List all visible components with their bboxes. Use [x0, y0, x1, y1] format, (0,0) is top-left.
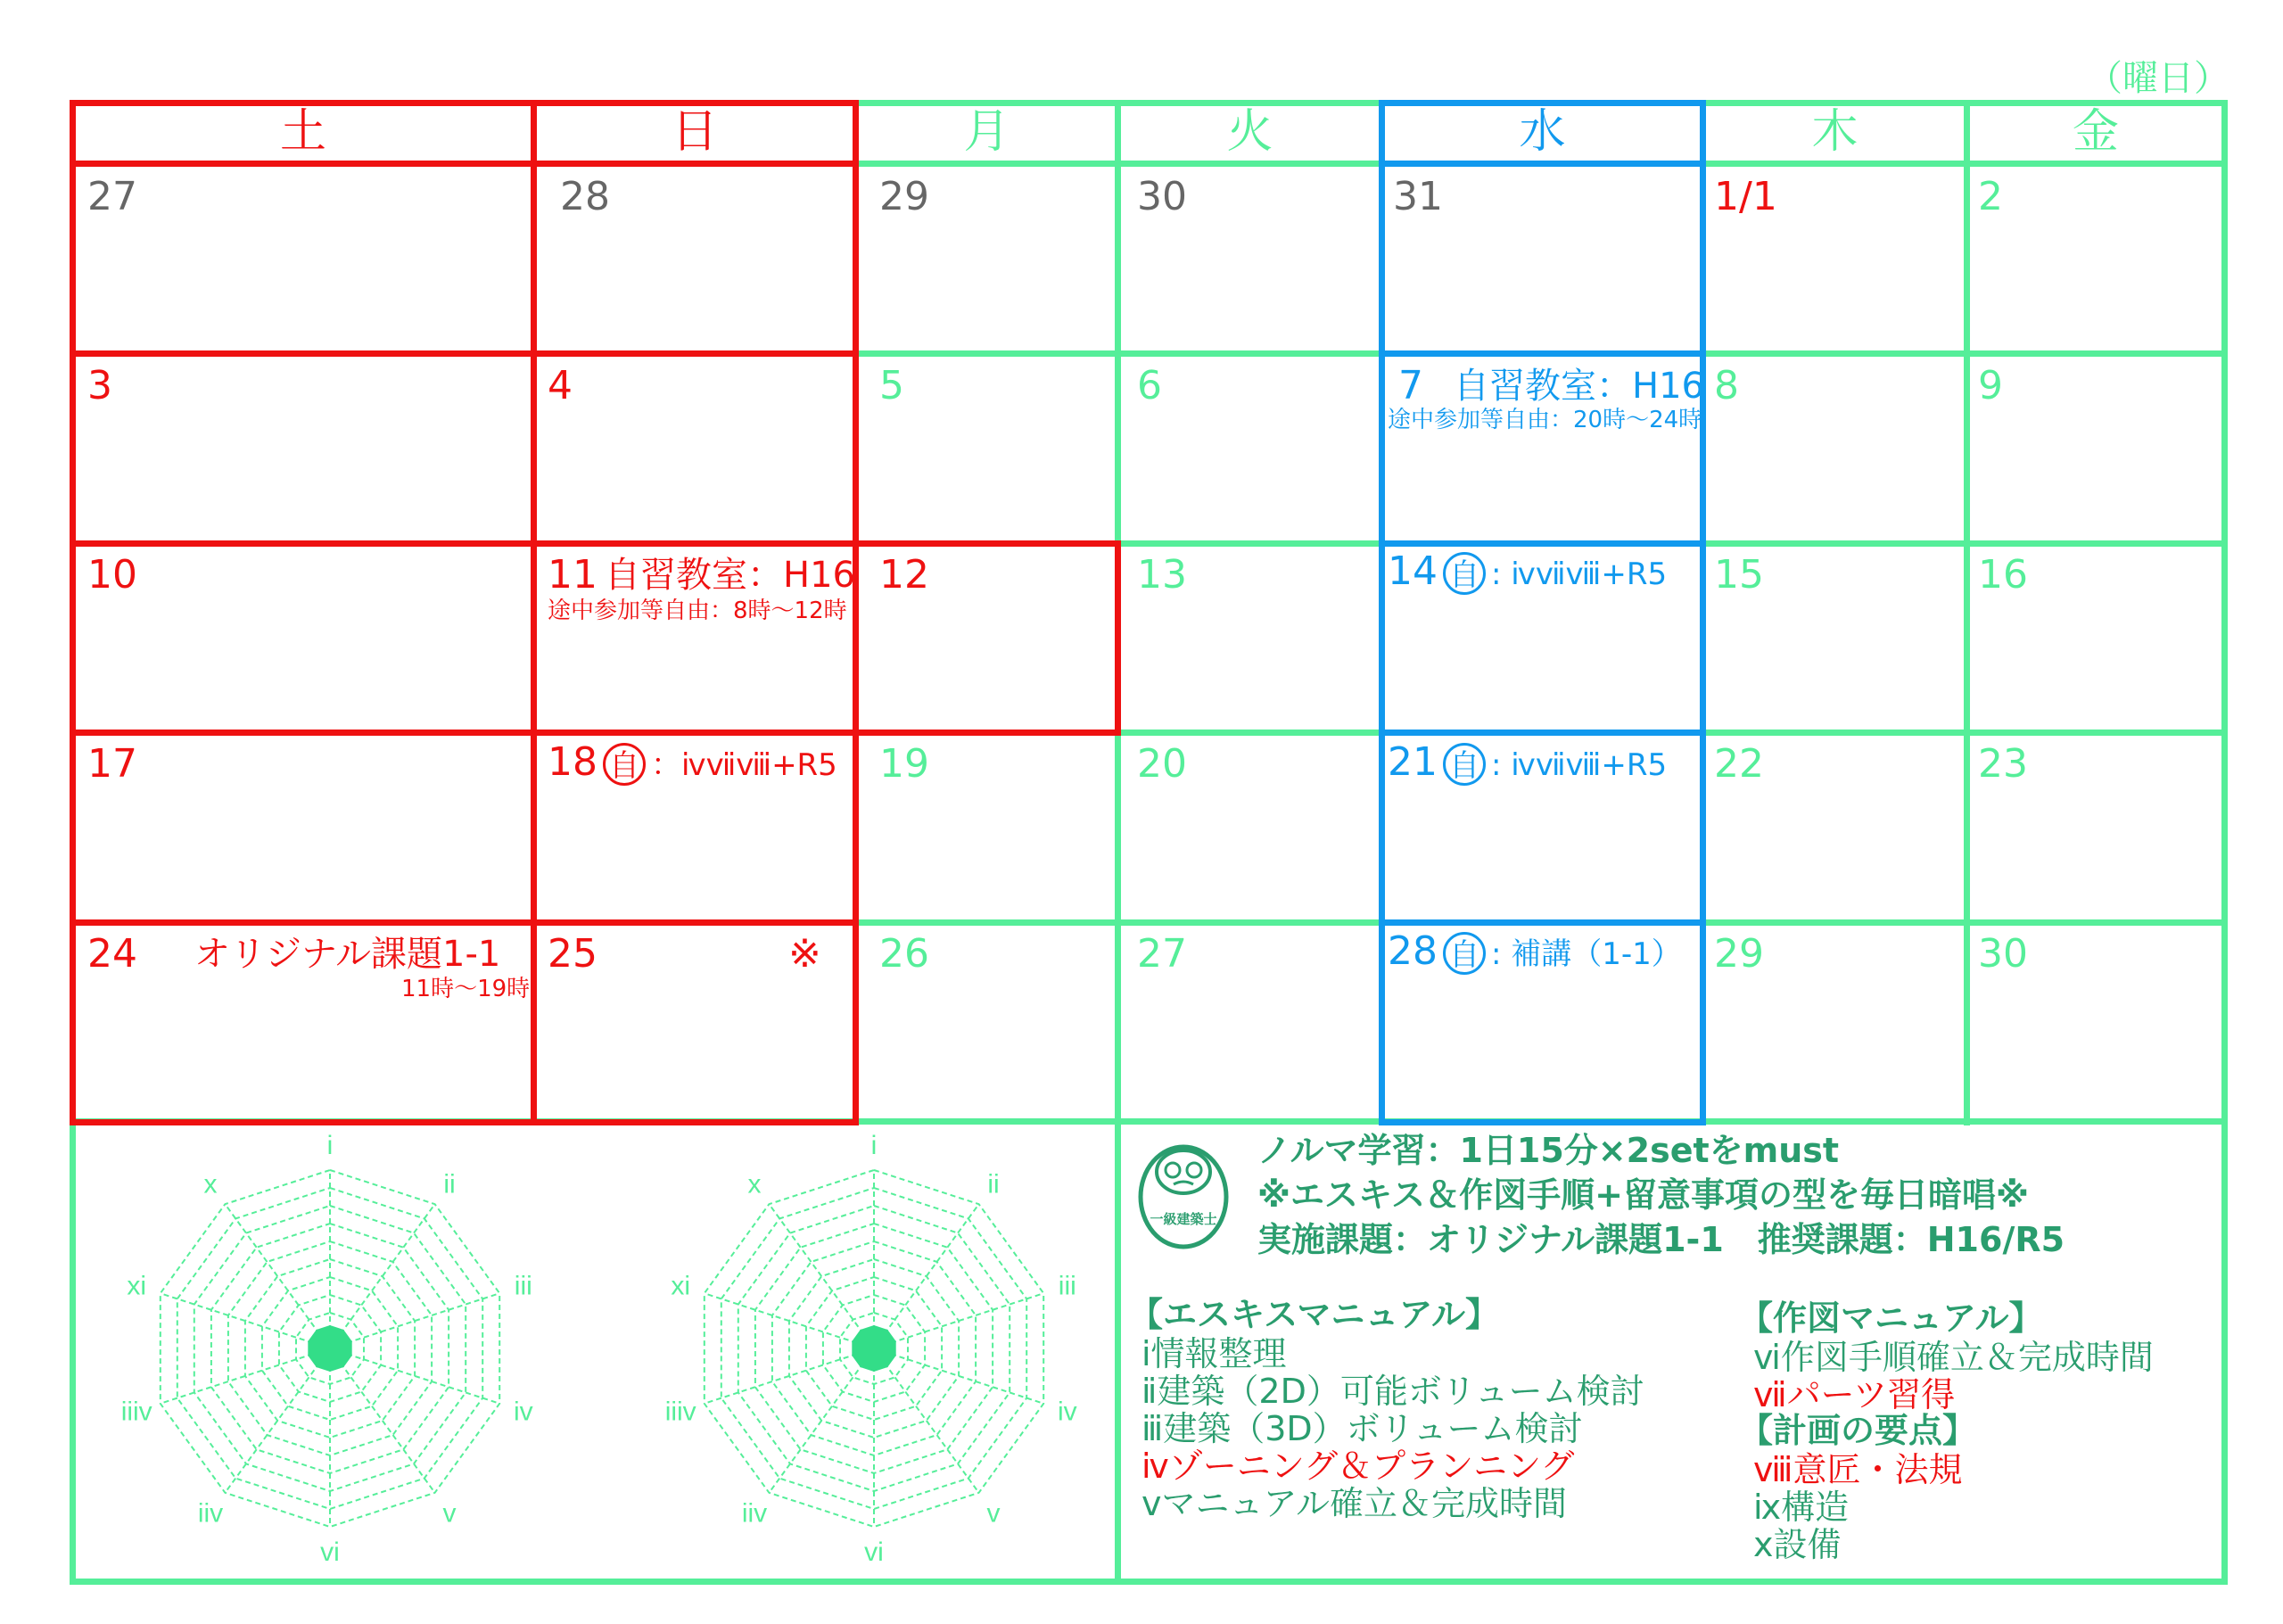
- esquisse-item: ⅰ情報整理: [1142, 1334, 1287, 1373]
- radar-axis-label: v: [442, 1498, 457, 1529]
- event-text: : 補講（1-1）: [1491, 936, 1682, 972]
- day-number: 30: [1978, 931, 2028, 977]
- day-number: 13: [1137, 552, 1187, 598]
- radar-chart-2: [651, 1125, 1097, 1571]
- radar-axis-label: i: [326, 1131, 334, 1160]
- self-study-mark: 自: [1443, 552, 1486, 595]
- esquisse-item: ⅲ建築（3D）ボリューム検討: [1142, 1409, 1583, 1448]
- day-number: 19: [879, 741, 929, 787]
- radar-axis-label: xi: [127, 1271, 147, 1301]
- weekday-caption: （曜日）: [2087, 58, 2229, 99]
- event-title: 自習教室：H16: [1454, 366, 1704, 407]
- radar-axis-label: iiv: [197, 1498, 224, 1529]
- event-title: オリジナル課題1-1: [194, 934, 501, 975]
- day-number: [1388, 740, 1667, 787]
- event-text: ：ⅳⅶⅷ+R5: [651, 747, 837, 783]
- esquisse-item: ⅱ建築（2D）可能ボリューム検討: [1142, 1372, 1644, 1411]
- radar-axis-label: i: [870, 1131, 878, 1160]
- grid-line: [70, 1579, 2228, 1585]
- day-number: 1/1: [1714, 174, 1777, 219]
- planning-item: ⅸ構造: [1753, 1488, 1850, 1527]
- weekday-header-sun: 日: [671, 105, 718, 159]
- grid-line: [70, 730, 1121, 736]
- event-text: : ⅳⅶⅷ+R5: [1491, 556, 1668, 592]
- day-number: 12: [879, 552, 929, 598]
- day-number: 30: [1137, 174, 1187, 219]
- weekday-header-mon: 月: [963, 105, 1010, 159]
- self-study-mark: 自: [1443, 743, 1486, 786]
- radar-axis-label: v: [986, 1498, 1001, 1529]
- radar-axis-label: iv: [513, 1397, 533, 1427]
- radar-axis-label: xi: [671, 1271, 691, 1301]
- radar-spoke: [225, 1204, 330, 1348]
- radar-center: [852, 1325, 895, 1372]
- day-number: 15: [1714, 552, 1764, 598]
- day-number: 24: [87, 931, 137, 977]
- day-number: 7: [1398, 363, 1423, 408]
- radar-spoke: [330, 1204, 435, 1348]
- grid-line: [2221, 100, 2228, 1585]
- info-line-2: ※エスキス＆作図手順+留意事項の型を毎日暗唱※: [1257, 1175, 2029, 1215]
- radar-axis-label: iii: [1058, 1271, 1076, 1301]
- day-number: 9: [1978, 363, 2003, 408]
- radar-axis-label: iiv: [741, 1498, 768, 1529]
- radar-spoke: [769, 1204, 874, 1348]
- day-number: 4: [548, 363, 573, 408]
- weekday-header-sat: 土: [279, 105, 326, 159]
- day-number: 31: [1393, 174, 1443, 219]
- day-number: 17: [87, 741, 137, 787]
- day-number: 2: [1978, 174, 2003, 219]
- weekday-header-fri: 金: [2072, 105, 2119, 159]
- radar-chart-1: [107, 1125, 553, 1571]
- event-mark: ※: [788, 931, 821, 977]
- radar-spoke: [225, 1348, 330, 1493]
- day-number: 27: [87, 174, 137, 219]
- day-number-text: 14: [1388, 548, 1438, 594]
- day-number-text: 28: [1388, 928, 1438, 974]
- day-number: 22: [1714, 741, 1764, 787]
- planning-item: ⅹ設備: [1753, 1525, 1842, 1564]
- grid-line: [70, 540, 1121, 547]
- self-study-mark: 自: [603, 743, 646, 786]
- radar-axis-label: iv: [1057, 1397, 1077, 1427]
- radar-spoke: [874, 1348, 979, 1493]
- grid-line: [1964, 100, 1970, 1125]
- day-number-text: 18: [548, 739, 598, 785]
- self-study-mark: 自: [1443, 932, 1486, 975]
- radar-axis-label: iiiv: [120, 1397, 152, 1427]
- radar-spoke: [769, 1348, 874, 1493]
- day-number: [548, 740, 837, 787]
- day-number: 5: [879, 363, 904, 408]
- weekday-header-tue: 火: [1226, 105, 1273, 159]
- event-note: 途中参加等自由：8時〜12時: [548, 598, 847, 624]
- drawing-manual-title: 【作図マニュアル】: [1739, 1298, 2043, 1338]
- day-number: 26: [879, 931, 929, 977]
- planning-title: 【計画の要点】: [1739, 1411, 1977, 1450]
- grid-line: [1379, 350, 1706, 357]
- grid-line: [1379, 730, 1706, 736]
- weekday-header-thu: 木: [1811, 105, 1859, 159]
- radar-axis-label: x: [747, 1169, 762, 1199]
- grid-line: [1379, 161, 1706, 167]
- day-number: [1388, 929, 1682, 977]
- grid-line: [1115, 100, 1121, 1585]
- grid-line: [1379, 919, 1706, 926]
- radar-spoke: [874, 1204, 979, 1348]
- event-note: 途中参加等自由：20時〜24時: [1388, 407, 1702, 433]
- drawing-item: ⅶパーツ習得: [1753, 1375, 1956, 1414]
- day-number: 16: [1978, 552, 2028, 598]
- day-number-text: 21: [1388, 739, 1438, 785]
- day-number: 27: [1137, 931, 1187, 977]
- mascot-label: 一級建築士: [1150, 1211, 1217, 1227]
- day-number: [1388, 549, 1667, 597]
- radar-axis-label: vi: [320, 1537, 340, 1567]
- day-number: 29: [1714, 931, 1764, 977]
- radar-center: [308, 1325, 351, 1372]
- grid-line: [1379, 540, 1706, 547]
- daruma-mascot-icon: [1134, 1134, 1232, 1250]
- radar-axis-label: iii: [514, 1271, 532, 1301]
- day-number: 23: [1978, 741, 2028, 787]
- esquisse-item: ⅴマニュアル確立＆完成時間: [1142, 1484, 1567, 1523]
- planning-item: ⅷ意匠・法規: [1753, 1450, 1963, 1489]
- day-number: 10: [87, 552, 137, 598]
- day-number: 28: [560, 174, 610, 219]
- radar-axis-label: vi: [864, 1537, 884, 1567]
- day-number: 3: [87, 363, 112, 408]
- grid-line: [70, 161, 859, 167]
- day-number: 8: [1714, 363, 1739, 408]
- info-line-3: 実施課題：オリジナル課題1-1 推奨課題：H16/R5: [1257, 1220, 2065, 1259]
- day-number: 25: [548, 931, 598, 977]
- grid-line: [70, 919, 859, 926]
- event-text: : ⅳⅶⅷ+R5: [1491, 747, 1668, 783]
- info-line-1: ノルマ学習：1日15分×2setをmust: [1257, 1131, 1840, 1170]
- drawing-item: ⅵ作図手順確立＆完成時間: [1753, 1338, 2154, 1377]
- event-note: 11時〜19時: [401, 976, 531, 1002]
- radar-axis-label: ii: [987, 1169, 1000, 1199]
- radar-axis-label: x: [203, 1169, 218, 1199]
- day-number: 11: [548, 552, 598, 598]
- day-number: 29: [879, 174, 929, 219]
- esquisse-item: ⅳゾーニング＆プランニング: [1142, 1447, 1575, 1486]
- weekday-header-wed: 水: [1519, 105, 1566, 159]
- esquisse-manual-title: 【エスキスマニュアル】: [1129, 1295, 1499, 1334]
- day-number: 20: [1137, 741, 1187, 787]
- radar-axis-label: iiiv: [664, 1397, 696, 1427]
- event-title: 自習教室：H16: [605, 555, 855, 596]
- radar-axis-label: ii: [443, 1169, 456, 1199]
- radar-spoke: [330, 1348, 435, 1493]
- grid-line: [70, 350, 859, 357]
- day-number: 6: [1137, 363, 1162, 408]
